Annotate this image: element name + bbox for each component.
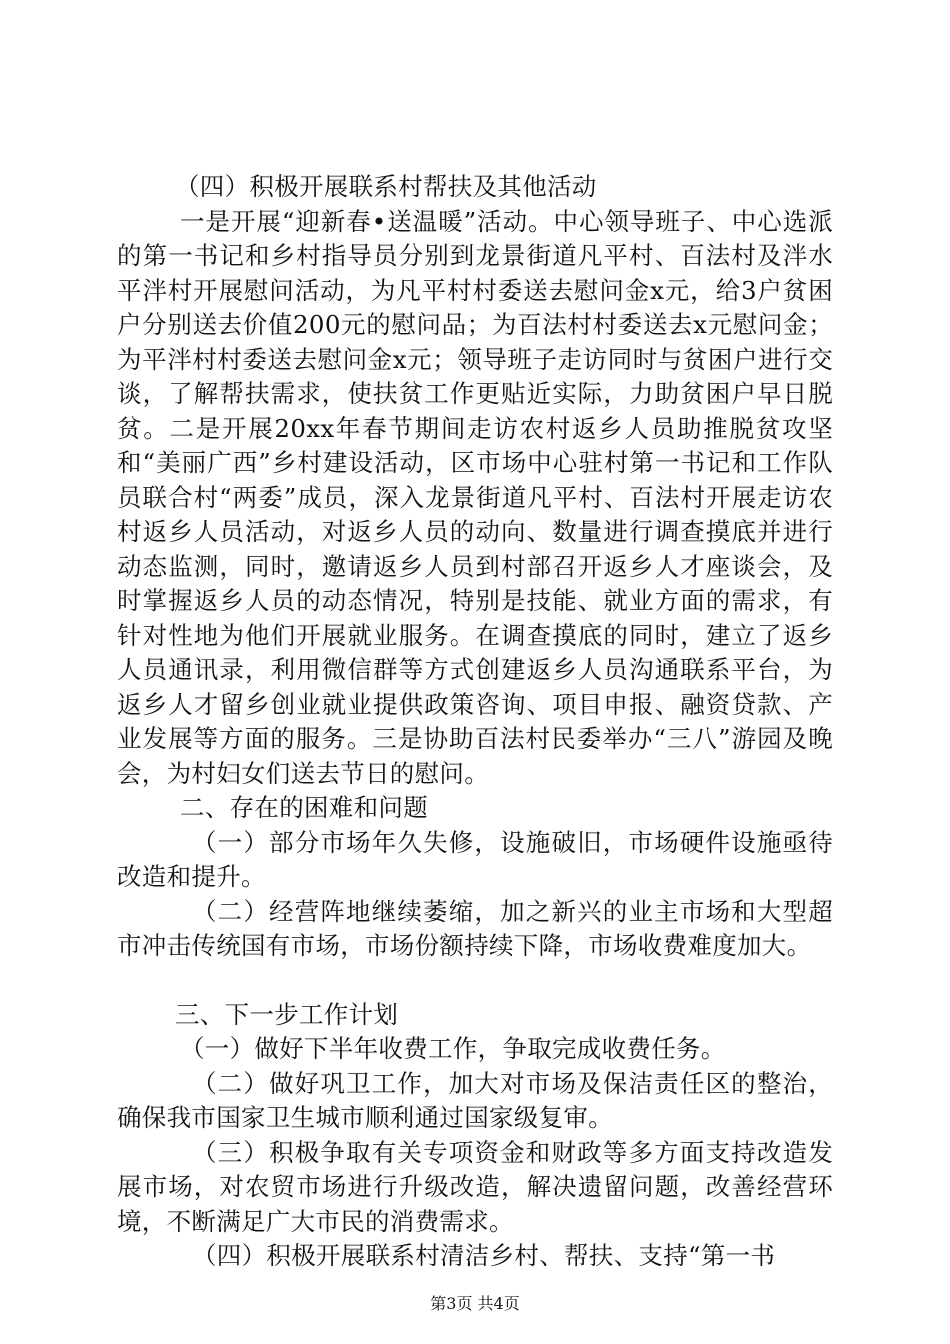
paragraph-difficulty-1: （一）部分市场年久失修，设施破旧，市场硬件设施亟待改造和提升。 [117, 827, 833, 891]
paragraph-visits-activities: 一是开展“迎新春•送温暖”活动。中心领导班子、中心选派的第一书记和乡村指导员分别到龙景街道凡平村、百法村及泮水平泮村开展慰问活动，为凡平村村委送去慰问金x元，给3户贫困户分别送去价值200元的慰问品；为百法村村委送去x元慰问金；为平泮村村委送去慰问金x元；领导班子走访同时与贫困户进行交谈，了解帮扶需求，使扶贫工作更贴近实际，力助贫困户早日脱贫。二是开展20xx年春节期间走访农村返乡人员助推脱贫攻坚和“美丽广西”乡村建设活动，区市场中心驻村第一书记和工作队员联合村“两委”成员，深入龙景街道凡平村、百法村开展走访农村返乡人员活动，对返乡人员的动向、数量进行调查摸底并进行动态监测，同时，邀请返乡人员到村部召开返乡人才座谈会，及时掌握返乡人员的动态情况，特别是技能、就业方面的需求，有针对性地为他们开展就业服务。在调查摸底的同时，建立了返乡人员通讯录，利用微信群等方式创建返乡人员沟通联系平台，为返乡人才留乡创业就业提供政策咨询、项目申报、融资贷款、产业发展等方面的服务。三是协助百法村民委举办“三八”游园及晚会，为村妇女们送去节日的慰问。 [117, 206, 833, 788]
document-body [117, 170, 833, 1274]
paragraph-difficulty-2: （二）经营阵地继续萎缩，加之新兴的业主市场和大型超市冲击传统国有市场，市场份额持续下降，市场收费难度加大。 [117, 896, 833, 960]
section-heading-4: （四）积极开展联系村帮扶及其他活动 [175, 172, 597, 201]
section-heading-difficulties: 二、存在的困难和问题 [180, 793, 428, 822]
paragraph-gap [117, 964, 833, 998]
page-footer: 第3页 共4页 [430, 1294, 520, 1313]
section-heading-next-steps: 三、下一步工作计划 [175, 999, 399, 1029]
paragraph-plan-3: （三）积极争取有关专项资金和财政等多方面支持改造发展市场，对农贸市场进行升级改造，解决遗留问题，改善经营环境，不断满足广大市民的消费需求。 [117, 1137, 833, 1236]
paragraph-plan-2: （二）做好巩卫工作，加大对市场及保洁责任区的整治，确保我市国家卫生城市顺利通过国家级复审。 [117, 1068, 833, 1132]
paragraph-plan-4: （四）积极开展联系村清洁乡村、帮扶、支持“第一书 [192, 1241, 776, 1270]
paragraph-plan-1: （一）做好下半年收费工作，争取完成收费任务。 [180, 1034, 726, 1063]
